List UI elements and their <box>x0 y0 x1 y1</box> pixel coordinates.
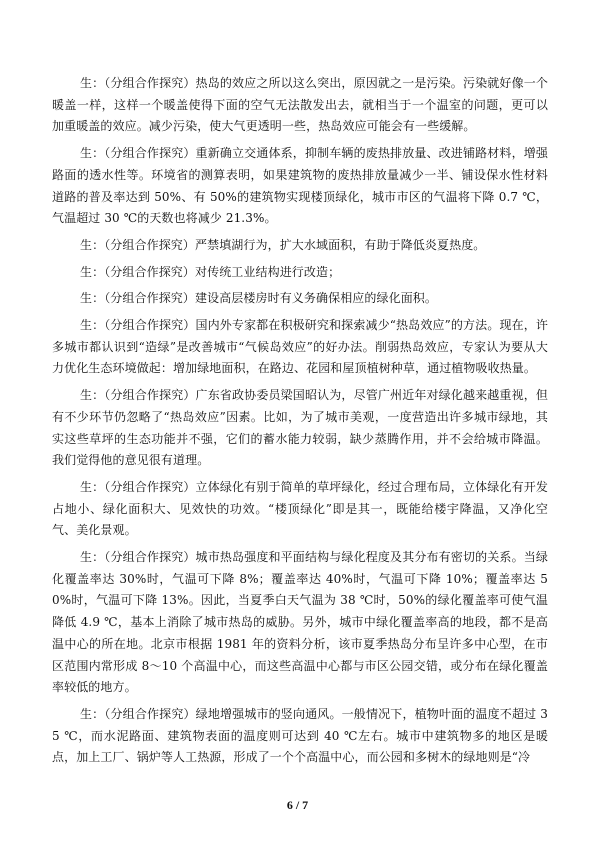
paragraph-1: 生：（分组合作探究）热岛的效应之所以这么突出，原因就之一是污染。污染就好像一个暖盖一样，这样一个暖盖使得下面的空气无法散发出去，就相当于一个温室的问题，更可以加重暖盖的效应。减少污染，使大气更透明一些，热岛效应可能会有一些缓解。 <box>52 76 548 134</box>
paragraph-3: 生：（分组合作探究）严禁填湖行为，扩大水域面积，有助于降低炎夏热度。 <box>80 237 486 252</box>
paragraph-8: 生：（分组合作探究）立体绿化有别于简单的草坪绿化，经过合理布局，立体绿化有开发占地小、绿化面积大、见效快的功效。“楼顶绿化”即是其一，既能给楼宇降温，又净化空气、美化景观。 <box>52 479 548 538</box>
paragraph-9: 生：（分组合作探究）城市热岛强度和平面结构与绿化程度及其分布有密切的关系。当绿化覆盖率达 30%时，气温可下降 8%；覆盖率达 40%时，气温可下降 10%；覆盖率达 50%时，气温可下降 13%。因此，当夏季白天气温为 38 ℃时，50%的绿化覆盖率可使气温降低 4.9 ℃，基本上消除了城市热岛的威胁。另外，城市中绿化覆盖率高的地段，都不是高温中心的所在地。北京市根据 1981 年的资料分析，该市夏季热岛分布呈许多中心型，在市区范围内常形成 8～10 个高温中心，而这些高温中心都与市区公园交错，或分布在绿化覆盖率较低的地方。 <box>52 550 548 695</box>
paragraph-5: 生：（分组合作探究）建设高层楼房时有义务确保相应的绿化面积。 <box>80 291 438 306</box>
page-body <box>52 73 548 774</box>
paragraph-4: 生：（分组合作探究）对传统工业结构进行改造； <box>80 264 341 279</box>
paragraph-7: 生：（分组合作探究）广东省政协委员梁国昭认为，尽管广州近年对绿化越来越重视，但有不少环节仍忽略了“热岛效应”因素。比如，为了城市美观，一度营造出许多城市绿地，其实这些草坪的生态功能并不强，它们的蓄水能力较弱，缺少蒸腾作用，并不会给城市降温。我们觉得他的意见很有道理。 <box>52 388 548 468</box>
paragraph-10: 生：（分组合作探究）绿地增强城市的竖向通风。一般情况下，植物叶面的温度不超过 35 ℃，而水泥路面、建筑物表面的温度则可达到 40 ℃左右。城市中建筑物多的地区是暖点，加上工厂、锅炉等人工热源，形成了一个个高温中心，而公园和多树木的绿地则是“冷 <box>52 706 548 765</box>
paragraph-6: 生：（分组合作探究）国内外专家都在积极研究和探索减少“热岛效应”的方法。现在，许多城市都认识到“造绿”是改善城市“气候岛效应”的好办法。削弱热岛效应，专家认为要从大力优化生态环境做起：增加绿地面积，在路边、花园和屋顶植树种草，通过植物吸收热量。 <box>52 318 548 376</box>
page-number: 6 / 7 <box>286 798 309 812</box>
paragraph-2: 生：（分组合作探究）重新确立交通体系，抑制车辆的废热排放量、改进铺路材料，增强路面的透水性等。环境省的测算表明，如果建筑物的废热排放量减少一半、铺设保水性材料道路的普及率达到 50%、有 50%的建筑物实现楼顶绿化，城市市区的气温将下降 0.7 ℃，气温超过 30 ℃的天数也将减少 21.3%。 <box>52 146 548 226</box>
